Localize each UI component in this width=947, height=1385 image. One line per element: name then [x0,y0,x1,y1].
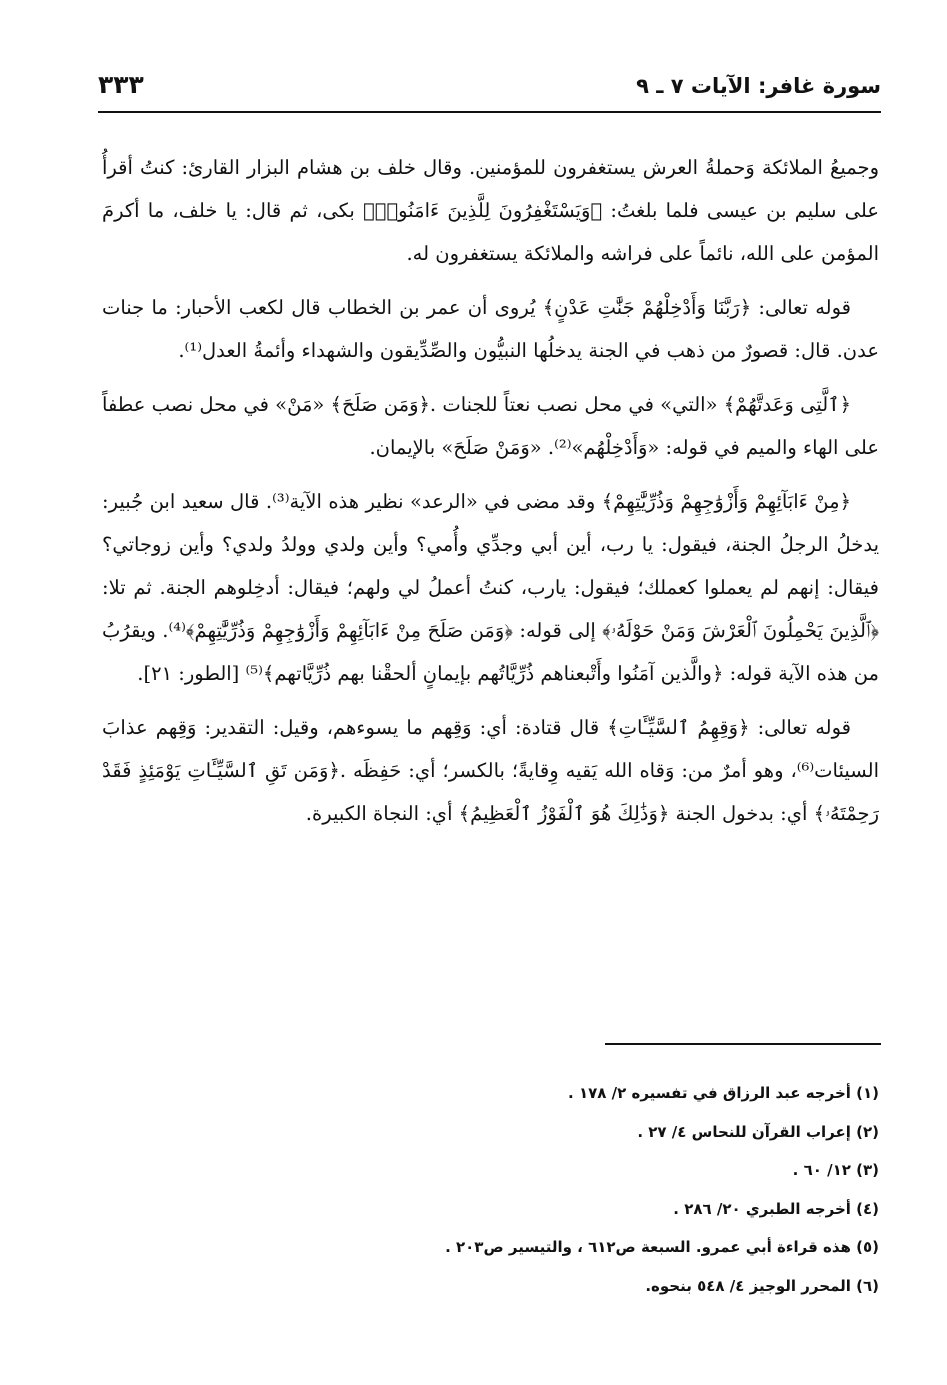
footnote: (٤) أخرجه الطبري ٢٠/ ٢٨٦ . [673,1199,879,1218]
footnotes [110,1078,879,1309]
footnote-divider [605,1043,881,1045]
main-text [102,146,879,846]
footnote: (٦) المحرر الوجيز ٤/ ٥٤٨ بنحوه. [645,1276,879,1295]
paragraph: وجميعُ الملائكة وَحملةُ العرش يستغفرون للمؤمنين. وقال خلف بن هشام البزار القارئ: كنتُ أقرأُ على سليم بن عيسى فلما بلغتُ: ﴿وَيَسْتَغْفِرُونَ لِلَّذِينَ ءَامَنُوا۟﴾ بكى، ثم قال: يا خلف، ما أكرمَ المؤمن على الله، نائماً على فراشه والملائكة يستغفرون له. [102,156,879,265]
footnote: (٣) ١٢/ ٦٠ . [792,1161,879,1179]
footnote: (١) أخرجه عبد الرزاق في تفسيره ٢/ ١٧٨ . [568,1084,879,1102]
running-header [98,70,881,108]
paragraph: ﴿ٱلَّتِى وَعَدتَّهُمْ﴾ «التي» في محل نصب نعتاً للجنات .﴿وَمَن صَلَحَ﴾ «مَنْ» في محل نصب عطفاً على الهاء والميم في قوله: «وَأَدْخِلْهُم»⁽²⁾. «وَمَنْ صَلَحَ» بالإيمان. [102,393,879,459]
header-divider [98,111,881,113]
footnote: (٥) هذه قراءة أبي عمرو. السبعة ص٦١٢ ، والتيسير ص٢٠٣ . [445,1238,879,1256]
paragraph: قوله تعالى: ﴿وَقِهِمُ ٱلسَّيِّـَٔاتِ﴾ قال قتادة: أي: وَقِهم ما يسوءهم، وقيل: التقدير: وَقِهم عذابَ السيئات⁽⁶⁾، وهو أمرٌ من: وَقاه الله يَقيه وِقايةً؛ بالكسر؛ أي: حَفِظَه .﴿وَمَن تَقِ ٱلسَّيِّـَٔاتِ يَوْمَئِذٍ فَقَدْ رَحِمْتَهُۥ﴾ أي: بدخول الجنة ﴿وَذَٰلِكَ هُوَ ٱلْفَوْزُ ٱلْعَظِيمُ﴾ أي: النجاة الكبيرة. [102,716,879,825]
page-number: ٣٣٣ [98,70,144,99]
paragraph: ﴿مِنْ ءَابَآئِهِمْ وَأَزْوَٰجِهِمْ وَذُرِّيَّٰتِهِمْ﴾ وقد مضى في «الرعد» نظير هذه الآية⁽³⁾. قال سعيد ابن جُبير: يدخلُ الرجلُ الجنة، فيقول: يا رب، أين أبي وجدِّي وأُمي؟ وأين ولدي وولدُ ولدي؟ وأين زوجاتي؟ فيقال: إنهم لم يعملوا كعملك؛ فيقول: يارب، كنتُ أعملُ لي ولهم؛ فيقال: أدخِلوهم الجنة. ثم تلا: ﴿ٱلَّذِينَ يَحْمِلُونَ ٱلْعَرْشَ وَمَنْ حَوْلَهُۥ﴾ إلى قوله: ﴿وَمَن صَلَحَ مِنْ ءَابَآئِهِمْ وَأَزْوَٰجِهِمْ وَذُرِّيَّٰتِهِمْ﴾⁽⁴⁾. ويقرُبُ من هذه الآية قوله: ﴿والَّذين آمَنُوا وأَتْبعناهم ذُرِّيَّاتُهم بإيمانٍ ألحقْنا بهم ذُرِّيَّاتهم﴾⁽⁵⁾ [الطور: ٢١]. [102,490,879,685]
paragraph: قوله تعالى: ﴿رَبَّنَا وَأَدْخِلْهُمْ جَنَّٰتِ عَدْنٍ﴾ يُروى أن عمر بن الخطاب قال لكعب الأحبار: ما جنات عدن. قال: قصورٌ من ذهب في الجنة يدخلُها النبيُّون والصِّدِّيقون والشهداء وأئمةُ العدل⁽¹⁾. [102,296,879,362]
surah-title: سورة غافر: الآيات ٧ ـ ٩ [636,74,881,98]
footnote: (٢) إعراب القرآن للنحاس ٤/ ٢٧ . [637,1122,879,1141]
